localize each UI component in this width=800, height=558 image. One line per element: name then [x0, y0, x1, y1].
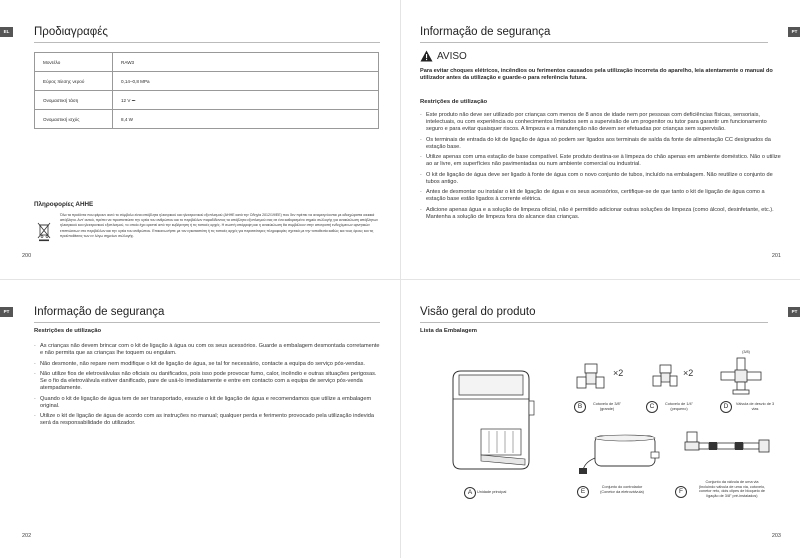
title-divider — [420, 42, 768, 43]
table-row — [35, 53, 379, 72]
title-divider — [34, 322, 380, 323]
page-safety-2 — [0, 280, 400, 558]
language-tab: PT — [0, 307, 13, 317]
safety-list — [420, 112, 784, 224]
list-item: · Os terminais de entrada do kit de ligação de água só podem ser ligados aos terminais de saída da fonte de alimentação CC designados da estação base. — [420, 137, 784, 151]
language-tab: PT — [788, 27, 800, 37]
warning-text: Para evitar choques elétricos, incêndios ou ferimentos causados pela utilização incorreta do aparelho, leia atentamente o manual do utilizador antes da utilização e guarde-o para referência futura. — [420, 68, 773, 81]
page-specifications — [0, 0, 400, 279]
language-tab: EL — [0, 27, 13, 37]
page-number: 201 — [771, 253, 781, 259]
page-number: 203 — [771, 533, 781, 539]
title-divider — [420, 322, 768, 323]
language-tab: PT — [788, 307, 800, 317]
spec-label: Μοντέλο — [35, 53, 113, 72]
quantity-label: ×2 — [613, 368, 624, 378]
large-elbow-illustration — [575, 360, 607, 394]
table-row — [35, 91, 379, 110]
safety-list — [34, 343, 384, 431]
item-letter-badge: A — [464, 487, 476, 499]
title-divider — [34, 42, 380, 43]
small-elbow-illustration — [651, 360, 681, 392]
spec-value: 0,14–0,8 MPa — [113, 72, 379, 91]
spec-value: 12 V ⎓ — [113, 91, 379, 110]
item-label: Conjunto do controlador (Conetor da eletroválvula) — [600, 485, 644, 494]
list-item: · As crianças não devem brincar com o kit de ligação à água ou com os seus acessórios. Guarde a embalagem desmontada corretamente e não permita que as crianças lhe toquem ou engulam. — [34, 343, 384, 357]
page-number: 202 — [22, 533, 32, 539]
list-item: · Utilize o kit de ligação de água de acordo com as instruções no manual; qualquer perda e ferimento provocado pela utilização indevida será da responsabilidade do utilizador. — [34, 413, 384, 427]
item-label: Unidade principal — [477, 490, 507, 494]
list-item: · Não utilize fios de eletroválvulas não oficiais ou danificados, pois isso pode provocar fumo, calor, incêndio e outras situações perigosas. Se o fio da eletroválvula estiver danificado, pare de usá-lo imediatamente e entre em contacto com a equipa de serviço pós-venda atempadamente. — [34, 371, 384, 393]
item-label: Cotovelo de 1/4" (pequeno) — [665, 402, 693, 411]
controller-illustration — [579, 428, 669, 478]
item-label: Válvula de desvio de 3 vias — [735, 402, 775, 411]
page-title: Informação de segurança — [34, 306, 165, 318]
item-letter-badge: C — [646, 401, 658, 413]
page-title: Προδιαγραφές — [34, 26, 108, 38]
page-title: Informação de segurança — [420, 26, 551, 38]
item-letter-badge: B — [574, 401, 586, 413]
spec-label: Ονομαστική ισχύς — [35, 110, 113, 129]
section-subheading: Restrições de utilização — [420, 99, 488, 105]
list-item: · Quando o kit de ligação de água tem de ser transportado, esvazie o kit de ligação de água e recomendamos que utilize a embalagem original. — [34, 396, 384, 410]
table-row — [35, 72, 379, 91]
page-product-overview — [401, 280, 800, 558]
item-label: Conjunto da válvula de uma via (Incluindo válvula de uma via, cotovelo, conetor reto, dois clipes de bloqueio de ligação de 3/8" pré-instalados) — [698, 480, 766, 498]
warning-label: AVISO — [437, 50, 467, 62]
list-item: · Não desmonte, não repare nem modifique o kit de ligação de água, se tal for necessário, contacte a equipa do serviço pós-vendas. — [34, 361, 384, 368]
spec-table — [34, 52, 379, 129]
spec-label: Εύρος πίεσης νερού — [35, 72, 113, 91]
item-label: Cotovelo de 3/8" (grande) — [593, 402, 621, 411]
three-way-valve-illustration — [719, 356, 763, 400]
item-letter-badge: E — [577, 486, 589, 498]
item-letter-badge: D — [720, 401, 732, 413]
warning-heading — [420, 50, 467, 62]
page-title: Visão geral do produto — [420, 306, 536, 318]
list-item: · Antes de desmontar ou instalar o kit de ligação de água e os seus acessórios, certifique-se de que tanto o kit de ligação de água como a estação base estão ligados à corrente elétrica. — [420, 189, 784, 203]
valve-size-label: (3/8) — [742, 350, 750, 354]
list-item: · Este produto não deve ser utilizado por crianças com menos de 8 anos de idade nem por pessoas com deficiências físicas, sensoriais, intelectuais, ou com experiência ou conhecimentos limitados sem a supervisão de um progenitor ou tutor para garantir um funcionamento seguro e para evitar quaisquer riscos. A limpeza e a manutenção não devem ser efetuadas por crianças sem supervisão. — [420, 112, 784, 134]
quantity-label: ×2 — [683, 368, 694, 378]
spec-value: 8,4 W — [113, 110, 379, 129]
weee-text: Όλα τα προϊόντα που φέρουν αυτό το σύμβολο είναι απόβλητα ηλεκτρικού και ηλεκτρονικού εξοπλισμού (ΑΗΗΕ κατά την Οδηγία 2012/19/ΕΕ) που δεν πρέπει να αναμειγνύονται με αδιαχώριστα οικιακά απόβλητα. Αντ' αυτού, πρέπει να προστατεύετε την υγεία του ανθρώπου και το περιβάλλον παραδίδοντας τα απόβλητα εξοπλισμού σας σε ένα καθορισμένο σημείο συλλογής για ανακύκλωση απόβλητων ηλεκτρικού και ηλεκτρονικού εξοπλισμού, το οποίο έχει οριστεί από την κυβέρνηση ή τις τοπικές αρχές. Η σωστή απόρριψη και η ανακύκλωση θα συμβάλουν στην αποτροπή ενδεχόμενων αρνητικών επιπτώσεων στο περιβάλλον και την υγεία του ανθρώπου. Επικοινωνήστε με τον εγκαταστάτη ή τις τοπικές αρχές για περισσότερες πληροφορίες σχετικά με την τοποθεσία καθώς και τους όρους και τις προϋποθέσεις των εν λόγω σημείων συλλογής. — [60, 213, 379, 238]
page-safety-1 — [401, 0, 800, 279]
list-item: · O kit de ligação de água deve ser ligado à fonte de água com o novo conjunto de tubos, incluído na embalagem. Não reutilize o conjunto de tubos antigo. — [420, 172, 784, 186]
item-letter-badge: F — [675, 486, 687, 498]
weee-heading: Πληροφορίες ΑΗΗΕ — [34, 201, 94, 208]
section-subheading: Restrições de utilização — [34, 328, 102, 334]
section-subheading: Lista da Embalagem — [420, 328, 477, 334]
main-unit-illustration — [441, 365, 541, 475]
list-item: · Adicione apenas água e a solução de limpeza oficial, não é permitido adicionar outras soluções de limpeza (como álcool, desinfetante, etc.). Mantenha a solução de limpeza fora do alcance das crianças. — [420, 207, 784, 221]
table-row — [35, 110, 379, 129]
warning-icon — [420, 50, 433, 62]
page-number: 200 — [22, 253, 32, 259]
one-way-valve-set-illustration — [679, 428, 775, 474]
list-item: · Utilize apenas com uma estação de base compatível. Este produto destina-se à limpeza do chão apenas em ambiente doméstico. Não o utilize ao ar livre, em superfícies não pavimentadas ou num ambiente comercial ou industrial. — [420, 154, 784, 168]
spec-value: RAW3 — [113, 53, 379, 72]
crossed-bin-icon — [36, 222, 52, 242]
spec-label: Ονομαστική τάση — [35, 91, 113, 110]
